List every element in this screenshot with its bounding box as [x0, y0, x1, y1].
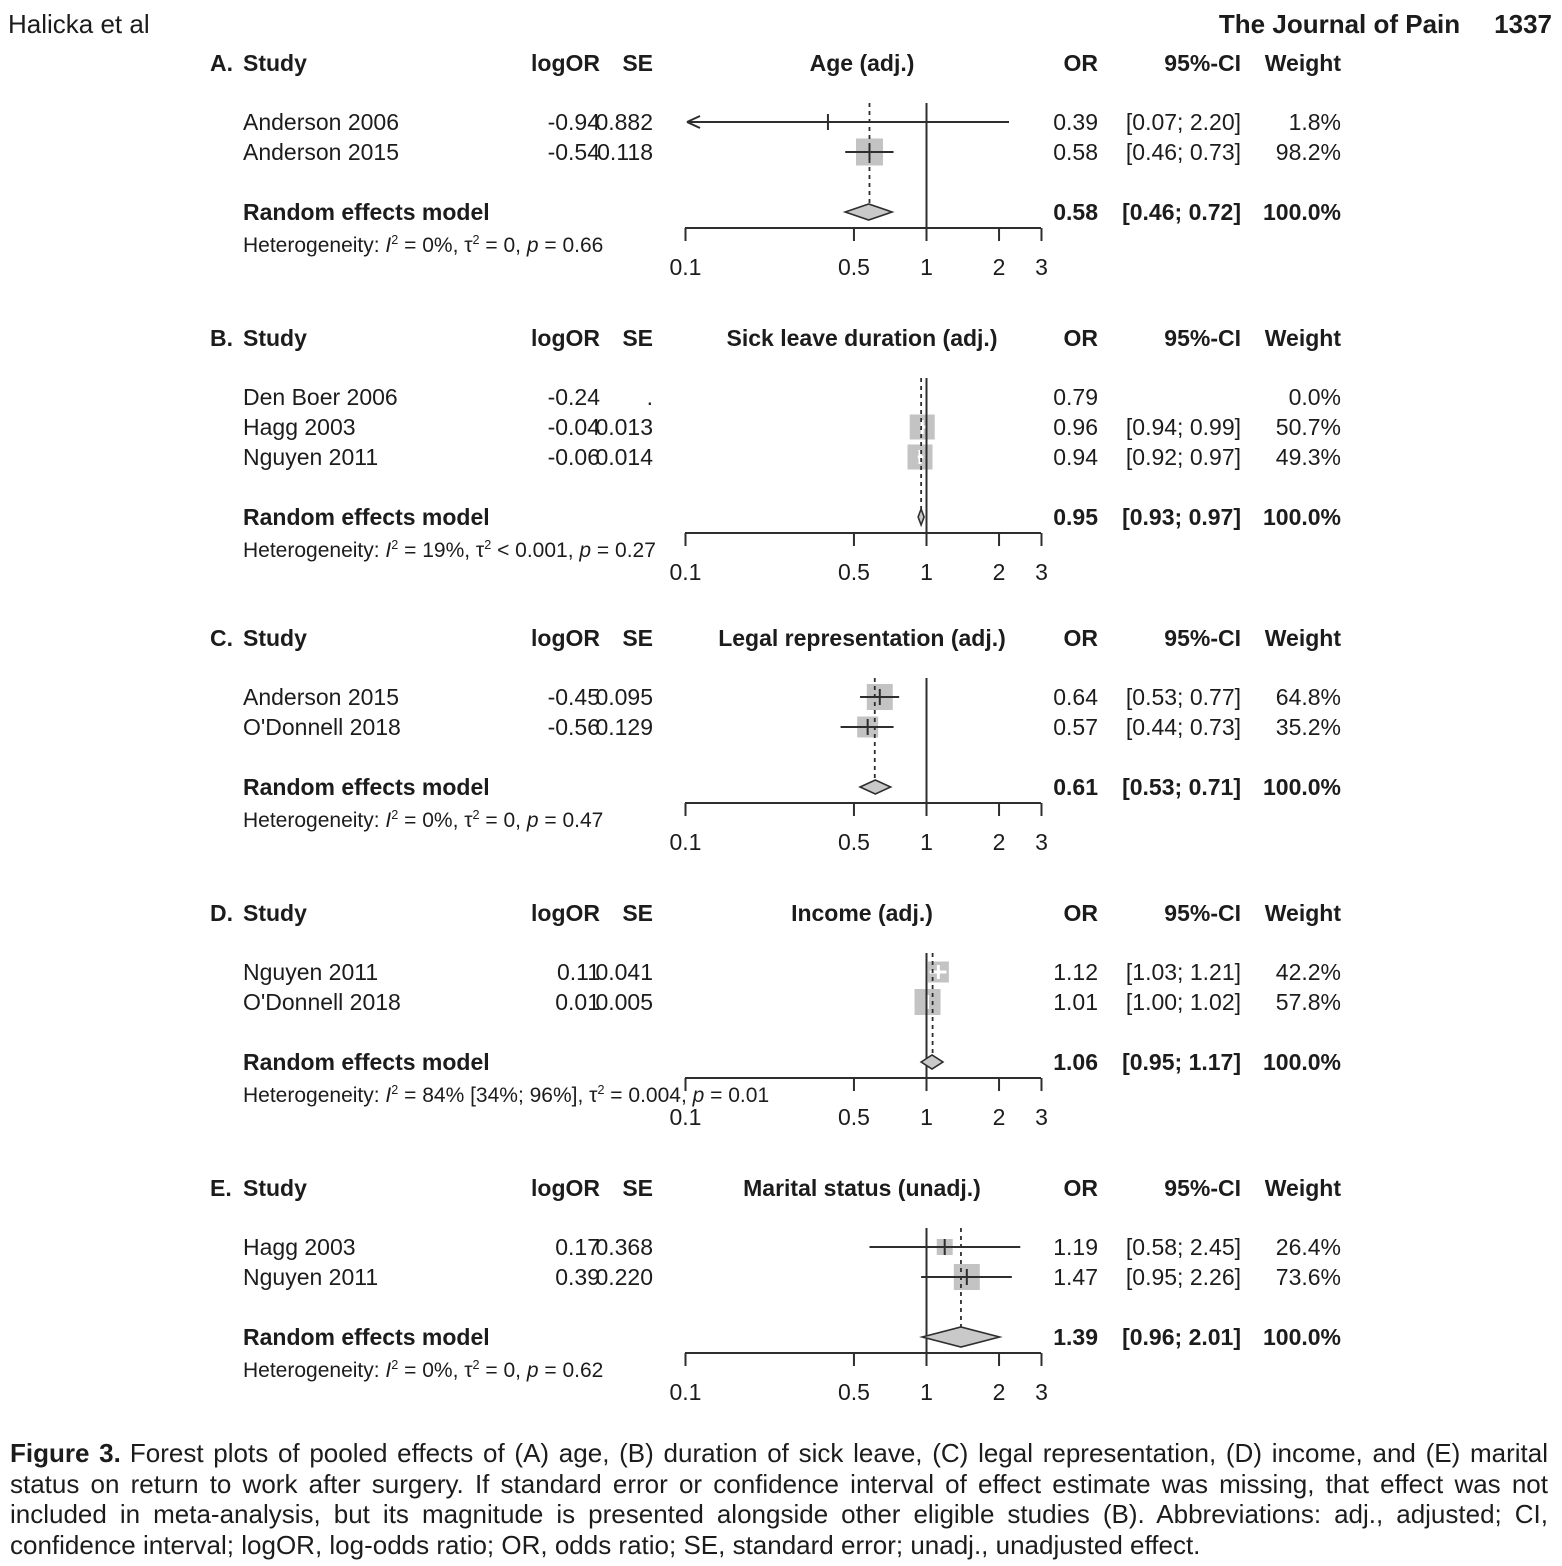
forest-plot-canvas: [0, 615, 1562, 890]
or-value: 1.19: [1053, 1234, 1098, 1260]
column-header-logor: logOR: [531, 900, 600, 926]
axis-tick-label: 1: [920, 559, 933, 585]
ci-value: [0.94; 0.99]: [1125, 414, 1241, 440]
column-header-study: Study: [243, 900, 307, 926]
pooled-label: Random effects model: [243, 199, 490, 225]
axis-tick-label: 0.1: [669, 1379, 702, 1405]
axis-tick-label: 0.5: [837, 559, 870, 585]
column-header-weight: Weight: [1264, 325, 1341, 351]
column-header-weight: Weight: [1264, 900, 1341, 926]
pooled-or-value: 1.06: [1053, 1049, 1098, 1075]
study-name: Anderson 2015: [243, 684, 400, 710]
panel-plot-title: Legal representation (adj.): [718, 625, 1006, 651]
figure-caption-text: Forest plots of pooled effects of (A) age, (B) duration of sick leave, (C) legal representation, (D) income, and (E) marital status on return to work after surgery. If standard error or confidence interval of effect estimate was missing, that effect was not included in meta-analysis, but its magnitude is presented alongside other eligible studies (B). Abbreviations: adj., adjusted; CI, confidence interval; logOR, log-odds ratio; OR, odds ratio; SE, standard error; unadj., unadjusted effect.: [10, 1438, 1549, 1560]
se-value: 0.013: [595, 414, 653, 440]
pooled-label: Random effects model: [243, 1324, 490, 1350]
weight-value: 0.0%: [1288, 384, 1341, 410]
panel-letter: C.: [210, 625, 233, 651]
pooled-weight-value: 100.0%: [1262, 1324, 1341, 1350]
study-name: Hagg 2003: [243, 414, 356, 440]
figure-caption-label: Figure 3.: [10, 1438, 121, 1468]
panel-letter: D.: [210, 900, 233, 926]
column-header-weight: Weight: [1264, 625, 1341, 651]
axis-tick-label: 0.5: [837, 829, 870, 855]
panel-plot-title: Marital status (unadj.): [743, 1175, 981, 1201]
weight-value: 49.3%: [1275, 444, 1341, 470]
column-header-logor: logOR: [531, 50, 600, 76]
weight-value: 35.2%: [1275, 714, 1341, 740]
se-value: 0.041: [595, 959, 653, 985]
panel-plot-title: Age (adj.): [809, 50, 915, 76]
ci-value: [1.03; 1.21]: [1125, 959, 1241, 985]
pooled-ci-value: [0.93; 0.97]: [1122, 504, 1241, 530]
pooled-or-value: 0.61: [1053, 774, 1098, 800]
column-header-se: SE: [622, 50, 653, 76]
panel-letter: B.: [210, 325, 233, 351]
axis-tick-label: 2: [992, 559, 1006, 585]
forest-panel-e: [0, 1165, 1562, 1440]
weight-value: 26.4%: [1275, 1234, 1341, 1260]
axis-tick-label: 3: [1035, 254, 1048, 280]
pooled-or-value: 1.39: [1053, 1324, 1098, 1350]
axis-tick-label: 0.1: [669, 559, 702, 585]
column-header-ci: 95%-CI: [1164, 625, 1241, 651]
column-header-ci: 95%-CI: [1164, 900, 1241, 926]
column-header-se: SE: [622, 1175, 653, 1201]
pooled-or-value: 0.95: [1053, 504, 1098, 530]
column-header-or: OR: [1063, 625, 1098, 651]
axis-tick-label: 3: [1035, 829, 1048, 855]
axis-tick-label: 0.5: [837, 254, 870, 280]
axis-tick-label: 3: [1035, 1104, 1048, 1130]
forest-plot-canvas: [0, 1165, 1562, 1440]
se-value: .: [646, 384, 653, 410]
axis-tick-label: 0.5: [837, 1379, 870, 1405]
weight-value: 42.2%: [1275, 959, 1341, 985]
or-value: 0.57: [1053, 714, 1098, 740]
ci-value: [0.46; 0.73]: [1125, 139, 1241, 165]
logor-value: -0.24: [547, 384, 600, 410]
axis-tick-label: 1: [920, 1379, 933, 1405]
panel-letter: A.: [210, 50, 233, 76]
pooled-diamond: [918, 509, 924, 525]
running-head-author: Halicka et al: [8, 9, 150, 39]
journal-title: The Journal of Pain: [1218, 9, 1461, 39]
column-header-logor: logOR: [531, 1175, 600, 1201]
axis-tick-label: 2: [992, 1104, 1006, 1130]
axis-tick-label: 0.1: [669, 829, 702, 855]
logor-value: 0.01: [555, 989, 600, 1015]
axis-tick-label: 1: [920, 829, 933, 855]
pooled-label: Random effects model: [243, 504, 490, 530]
logor-value: 0.11: [556, 959, 600, 985]
forest-plot-canvas: [0, 315, 1562, 590]
forest-panel-b: [0, 315, 1562, 590]
panel-letter: E.: [210, 1175, 232, 1201]
or-value: 1.01: [1053, 989, 1098, 1015]
logor-value: -0.04: [547, 414, 600, 440]
weight-value: 64.8%: [1275, 684, 1341, 710]
axis-tick-label: 1: [920, 254, 933, 280]
column-header-or: OR: [1063, 50, 1098, 76]
forest-plot-canvas: [0, 40, 1562, 315]
logor-value: -0.06: [547, 444, 600, 470]
study-name: Hagg 2003: [243, 1234, 356, 1260]
panel-plot-title: Sick leave duration (adj.): [726, 325, 998, 351]
axis-tick-label: 2: [992, 829, 1006, 855]
axis-tick-label: 0.1: [669, 254, 702, 280]
logor-value: 0.39: [555, 1264, 600, 1290]
pooled-label: Random effects model: [243, 1049, 490, 1075]
or-value: 1.12: [1053, 959, 1098, 985]
pooled-label: Random effects model: [243, 774, 490, 800]
heterogeneity-note: Heterogeneity: $I^2 = 0\%$, $\tau^2 = 0$, p = 0.62: [243, 1358, 604, 1382]
pooled-weight-value: 100.0%: [1262, 774, 1341, 800]
logor-value: -0.56: [547, 714, 600, 740]
study-name: Anderson 2015: [243, 139, 400, 165]
se-value: 0.368: [595, 1234, 653, 1260]
column-header-study: Study: [243, 625, 307, 651]
column-header-ci: 95%-CI: [1164, 325, 1241, 351]
column-header-weight: Weight: [1264, 50, 1341, 76]
study-name: Anderson 2006: [243, 109, 400, 135]
pooled-diamond: [921, 1055, 943, 1069]
or-value: 0.96: [1053, 414, 1098, 440]
ci-value: [0.92; 0.97]: [1125, 444, 1241, 470]
pooled-diamond: [860, 780, 891, 794]
se-value: 0.095: [595, 684, 653, 710]
or-value: 0.79: [1053, 384, 1098, 410]
weight-value: 1.8%: [1288, 109, 1341, 135]
column-header-se: SE: [622, 625, 653, 651]
or-value: 0.58: [1053, 139, 1098, 165]
figure-caption: [10, 1438, 1548, 1560]
axis-tick-label: 0.1: [669, 1104, 702, 1130]
logor-value: 0.17: [555, 1234, 600, 1260]
study-name: Nguyen 2011: [243, 444, 379, 470]
study-name: O'Donnell 2018: [243, 989, 401, 1015]
se-value: 0.882: [595, 109, 653, 135]
axis-tick-label: 3: [1035, 559, 1048, 585]
panel-plot-title: Income (adj.): [791, 900, 933, 926]
study-name: Nguyen 2011: [243, 959, 379, 985]
axis-tick-label: 0.5: [837, 1104, 870, 1130]
se-value: 0.014: [595, 444, 653, 470]
column-header-ci: 95%-CI: [1164, 50, 1241, 76]
weight-value: 50.7%: [1275, 414, 1341, 440]
study-name: Nguyen 2011: [243, 1264, 379, 1290]
se-value: 0.118: [597, 139, 653, 165]
axis-tick-label: 2: [992, 254, 1006, 280]
se-value: 0.005: [595, 989, 653, 1015]
forest-panel-a: [0, 40, 1562, 315]
pooled-weight-value: 100.0%: [1262, 504, 1341, 530]
page-number: 1337: [1494, 9, 1552, 39]
heterogeneity-note: Heterogeneity: $I^2 = 0\%$, $\tau^2 = 0$, p = 0.66: [243, 233, 604, 257]
running-head-journal: [1219, 8, 1552, 40]
or-value: 0.94: [1053, 444, 1098, 470]
pooled-ci-value: [0.53; 0.71]: [1122, 774, 1241, 800]
study-name: O'Donnell 2018: [243, 714, 401, 740]
ci-value: [0.58; 2.45]: [1125, 1234, 1241, 1260]
or-value: 1.47: [1053, 1264, 1098, 1290]
ci-value: [1.00; 1.02]: [1125, 989, 1241, 1015]
logor-value: -0.94: [547, 109, 600, 135]
or-value: 0.64: [1053, 684, 1098, 710]
pooled-or-value: 0.58: [1053, 199, 1098, 225]
column-header-or: OR: [1063, 325, 1098, 351]
pooled-ci-value: [0.46; 0.72]: [1122, 199, 1241, 225]
forest-panel-d: [0, 890, 1562, 1165]
pooled-weight-value: 100.0%: [1262, 1049, 1341, 1075]
ci-value: [0.44; 0.73]: [1125, 714, 1241, 740]
weight-value: 98.2%: [1275, 139, 1341, 165]
forest-plot-canvas: [0, 890, 1562, 1165]
axis-tick-label: 3: [1035, 1379, 1048, 1405]
axis-tick-label: 1: [920, 1104, 933, 1130]
forest-panel-c: [0, 615, 1562, 890]
weight-value: 57.8%: [1275, 989, 1341, 1015]
column-header-se: SE: [622, 325, 653, 351]
pooled-diamond: [922, 1327, 999, 1347]
weight-value: 73.6%: [1275, 1264, 1341, 1290]
column-header-study: Study: [243, 50, 307, 76]
logor-value: -0.45: [547, 684, 600, 710]
column-header-or: OR: [1063, 900, 1098, 926]
column-header-or: OR: [1063, 1175, 1098, 1201]
pooled-weight-value: 100.0%: [1262, 199, 1341, 225]
study-name: Den Boer 2006: [243, 384, 398, 410]
heterogeneity-note: Heterogeneity: $I^2 = 0\%$, $\tau^2 = 0$, p = 0.47: [243, 808, 604, 832]
ci-value: [0.07; 2.20]: [1125, 109, 1241, 135]
logor-value: -0.54: [547, 139, 600, 165]
column-header-weight: Weight: [1264, 1175, 1341, 1201]
pooled-ci-value: [0.95; 1.17]: [1122, 1049, 1241, 1075]
se-value: 0.129: [595, 714, 653, 740]
ci-value: [0.95; 2.26]: [1125, 1264, 1241, 1290]
or-value: 0.39: [1053, 109, 1098, 135]
pooled-ci-value: [0.96; 2.01]: [1122, 1324, 1241, 1350]
column-header-logor: logOR: [531, 625, 600, 651]
heterogeneity-note: Heterogeneity: $I^2 = 19\%$, $\tau^2 < 0.001$, p = 0.27: [243, 538, 656, 562]
column-header-ci: 95%-CI: [1164, 1175, 1241, 1201]
axis-tick-label: 2: [992, 1379, 1006, 1405]
ci-value: [0.53; 0.77]: [1125, 684, 1241, 710]
column-header-se: SE: [622, 900, 653, 926]
se-value: 0.220: [595, 1264, 653, 1290]
column-header-logor: logOR: [531, 325, 600, 351]
heterogeneity-note: Heterogeneity: $I^2 = 84\%$ [34%; 96%], $\tau^2 = 0.004$, p = 0.01: [243, 1083, 770, 1107]
column-header-study: Study: [243, 1175, 307, 1201]
pooled-diamond: [845, 204, 892, 220]
column-header-study: Study: [243, 325, 307, 351]
